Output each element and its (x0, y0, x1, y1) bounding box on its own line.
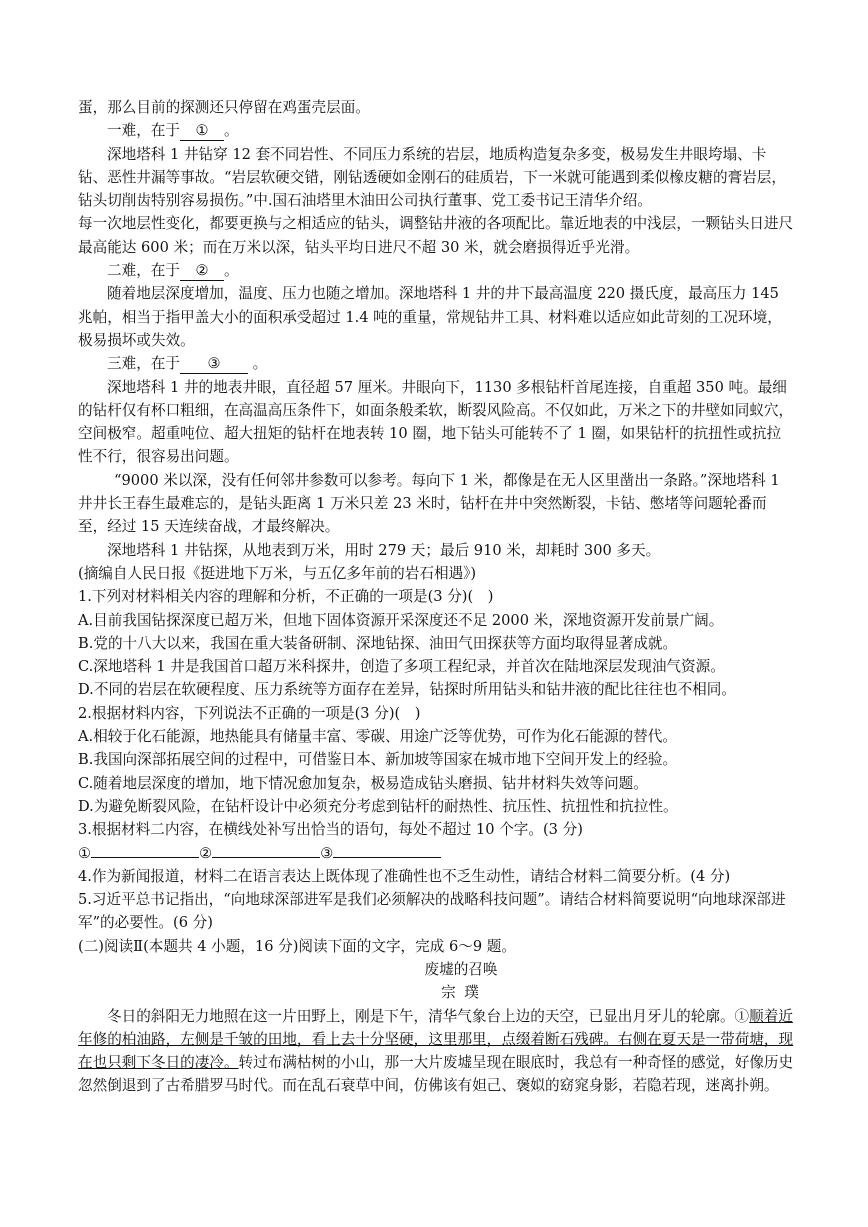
question-5: 5.习近平总书记指出，“向地球深部进军是我们必须解决的战略科技问题”。请结合材料简要说明“向地球深部进军”的必要性。(6 分) (78, 891, 786, 932)
document-page (78, 96, 794, 1098)
blank-1: ① (180, 122, 224, 141)
paragraph: 每一次地层性变化，都要更换与之相适应的钻头，调整钻井液的各项配比。靠近地表的中浅层，一颗钻头日进尺最高能达 600 米；而在万米以深，钻头平均日进尺不超 30 米，就会磨损得近乎光滑。 (78, 215, 794, 256)
blank-2: ② (180, 262, 224, 281)
paragraph: 随着地层深度增加，温度、压力也随之增加。深地塔科 1 井的井下最高温度 220 摄氏度，最高压力 145 兆帕，相当于指甲盖大小的面积承受超过 1.4 吨的重量，常规钻井工具、材料难以适应如此苛刻的工况环境，极易损坏或失效。 (78, 285, 782, 349)
article-paragraph: 冬日的斜阳无力地照在这一片田野上，刚是下午，清华气象台上边的天空，已显出月牙儿的轮廓。①顺着近年修的柏油路，左侧是千皱的田地，看上去十分坚硬，这里那里，点缀着断石残碑。右侧在夏天是一带荷塘，现在也只剩下冬日的凄冷。转过布满枯树的小山，那一大片废墟呈现在眼底时，我总有一种奇怪的感觉，好像历史忽然倒退到了古希腊罗马时代。而在乱石衰草中间，仿佛该有妲己、褒姒的窈窕身影，若隐若现，迷离扑朔。 (78, 1007, 794, 1095)
source-note: (摘编自人民日报《挺进地下万米，与五亿多年前的岩石相遇》) (78, 564, 477, 582)
question-3: 3.根据材料二内容，在横线处补写出恰当的语句，每处不超过 10 个字。(3 分) (78, 821, 583, 839)
paragraph: 深地塔科 1 井的地表井眼，直径超 57 厘米。井眼向下，1130 多根钻杆首尾连接，自重超 350 吨。最细的钻杆仅有杯口粗细，在高温高压条件下，如面条般柔软，断裂风险高。不仅如此，万米之下的井壁如同蚁穴，空间极窄。超重吨位、超大扭矩的钻杆在地表转 10 圈，地下钻头可能转不了 1 圈，如果钻杆的抗扭性或抗拉性不行，很容易出问题。 (78, 378, 794, 466)
question-4: 4.作为新闻报道，材料二在语言表达上既体现了准确性也不乏生动性，请结合材料二简要分析。(4 分) (78, 867, 731, 885)
option-q1-a: A.目前我国钻探深度已超万米，但地下固体资源开采深度还不足 2000 米，深地资源开发前景广阔。 (78, 611, 724, 629)
underlined-sentence: 顺着近年修的柏油路，左侧是千皱的田地，看上去十分坚硬，这里那里，点缀着断石残碑。右侧在夏天是一带荷塘，现在也只剩下冬日的凄冷。 (78, 1007, 794, 1072)
section-heading: (二)阅读Ⅱ(本题共 4 小题，16 分)阅读下面的文字，完成 6～9 题。 (78, 937, 516, 955)
question-2: 2.根据材料内容，下列说法不正确的一项是(3 分)( ) (78, 704, 421, 722)
option-q1-d: D.不同的岩层在软硬程度、压力系统等方面存在差异，钻探时所用钻头和钻井液的配比往往也不相同。 (78, 681, 736, 699)
option-q1-b: B.党的十八大以来，我国在重大装备研制、深地钻探、油田气田探获等方面均取得显著成就。 (78, 634, 678, 652)
option-q2-b: B.我国向深部拓展空间的过程中，可借鉴日本、新加坡等国家在城市地下空间开发上的经验。 (78, 751, 678, 769)
answer-line-1 (91, 857, 199, 858)
paragraph: 蛋，那么目前的探测还只停留在鸡蛋壳层面。 (78, 99, 370, 116)
answer-line-2 (212, 857, 320, 858)
quote-paragraph: “9000 米以深，没有任何邻井参数可以参考。每向下 1 米，都像是在无人区里凿出一条路。”深地塔科 1 井井长王春生最难忘的，是钻头距离 1 万米只差 23 米时，钻杆在井中突然断裂，卡钻、憋堵等问题轮番而至，经过 15 天连续奋战，才最终解决。 (78, 471, 780, 536)
paragraph: 深地塔科 1 井钻穿 12 套不同岩性、不同压力系统的岩层，地质构造复杂多变，极易发生井眼垮塌、卡钻、恶性井漏等事故。“岩层软硬交错，刚钻透硬如金刚石的硅质岩，下一米就可能遇到柔似橡皮糖的膏岩层，钻头切削齿特别容易损伤。”中.国石油塔里木油田公司执行董事、党工委书记王清华介绍。 (78, 145, 786, 210)
subheading-3: 三难，在于 ③ 。 (107, 355, 268, 373)
option-q2-d: D.为避免断裂风险，在钻杆设计中必须充分考虑到钻杆的耐热性、抗压性、抗扭性和抗拉性。 (78, 797, 678, 815)
answer-line-3 (333, 857, 441, 858)
question-1: 1.下列对材料相关内容的理解和分析，不正确的一项是(3 分)( ) (78, 588, 494, 606)
option-q2-a: A.相较于化石能源，地热能具有储量丰富、零碳、用途广泛等优势，可作为化石能源的替代。 (78, 728, 677, 746)
blank-3: ③ (180, 355, 248, 374)
option-q1-c: C.深地塔科 1 井是我国首口超万米科探井，创造了多项工程纪录，并首次在陆地深层发现油气资源。 (78, 658, 725, 676)
option-q2-c: C.随着地层深度的增加，地下情况愈加复杂，极易造成钻头磨损、钻井材料失效等问题。 (78, 774, 648, 792)
subheading-2: 二难，在于 ② 。 (107, 262, 239, 280)
article-title: 废墟的召唤 (424, 960, 498, 978)
answer-blanks: ① ② ③ (78, 842, 794, 865)
paragraph: 深地塔科 1 井钻探，从地表到万米，用时 279 天；最后 910 米，却耗时 300 多天。 (107, 541, 661, 559)
article-author: 宗 璞 (441, 984, 481, 1002)
subheading-1: 一难，在于 ① 。 (107, 122, 239, 140)
